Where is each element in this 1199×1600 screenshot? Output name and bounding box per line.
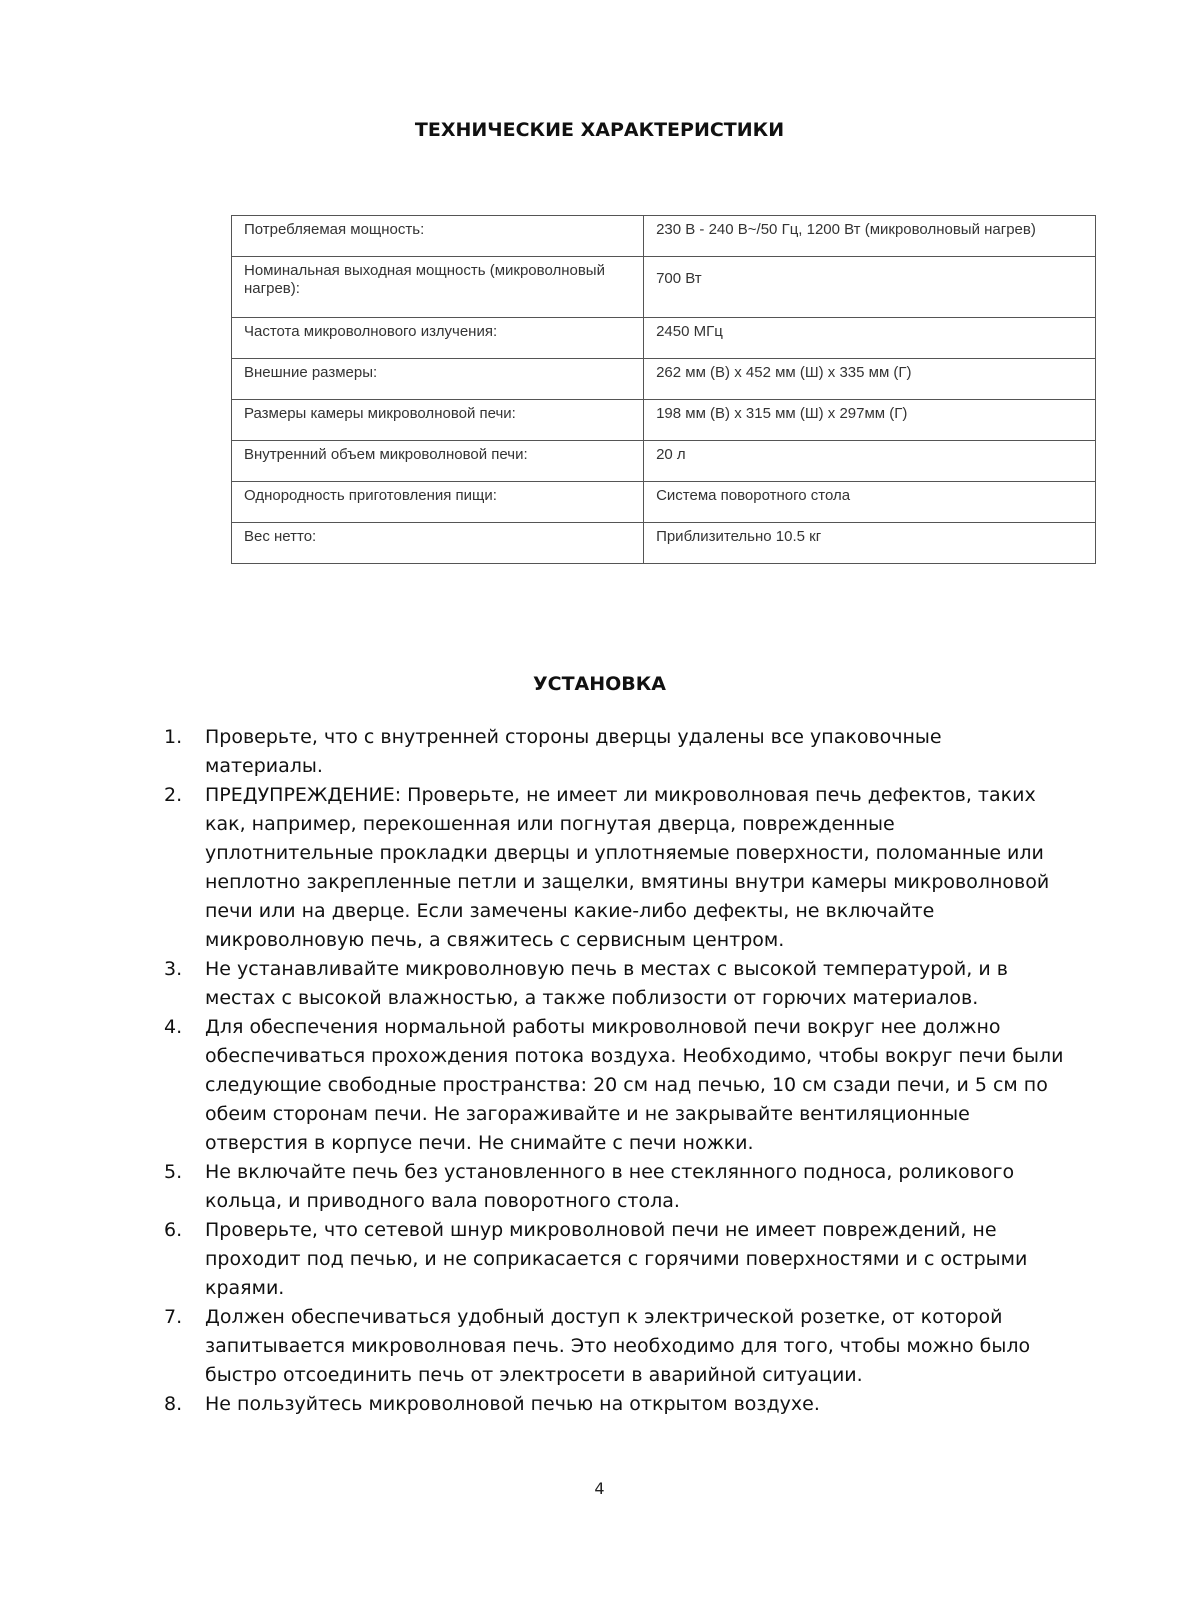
table-row [232,400,1096,441]
item-text: Не пользуйтесь микроволновой печью на открытом воздухе. [205,1393,820,1415]
item-number: 8. [164,1393,183,1415]
specs-title: ТЕХНИЧЕСКИЕ ХАРАКТЕРИСТИКИ [414,119,785,141]
spec-value: 230 В - 240 В~/50 Гц, 1200 Вт (микроволновый нагрев) [644,216,1096,257]
spec-value: 20 л [644,441,1096,482]
install-title: УСТАНОВКА [532,673,667,695]
item-text: Должен обеспечиваться удобный доступ к электрической розетке, от которой запитывается микроволновая печь. Это необходимо для того, чтобы можно было быстро отсоединить печь от электросети в аварийной ситуации. [205,1306,1031,1386]
list-item [164,1216,1064,1303]
item-text: Не устанавливайте микроволновую печь в местах с высокой температурой, и в местах с высокой влажностью, а также поблизости от горючих материалов. [205,958,1008,1009]
table-row [232,318,1096,359]
spec-label: Размеры камеры микроволновой печи: [232,400,644,441]
item-number: 6. [164,1219,183,1241]
item-text: Не включайте печь без установленного в нее стеклянного подноса, роликового кольца, и приводного вала поворотного стола. [205,1161,1015,1212]
table-row [232,523,1096,564]
install-list [164,723,1064,1419]
table-row [232,441,1096,482]
spec-label: Внешние размеры: [232,359,644,400]
table-row [232,359,1096,400]
spec-label: Однородность приготовления пищи: [232,482,644,523]
item-text: Проверьте, что с внутренней стороны дверцы удалены все упаковочные материалы. [205,726,942,777]
spec-label: Внутренний объем микроволновой печи: [232,441,644,482]
item-number: 5. [164,1161,183,1183]
spec-value: 2450 МГц [644,318,1096,359]
spec-label: Вес нетто: [232,523,644,564]
item-number: 7. [164,1306,183,1328]
specs-table [231,215,1096,564]
item-number: 1. [164,726,183,748]
page-number: 4 [594,1479,605,1498]
table-row [232,216,1096,257]
item-number: 4. [164,1016,183,1038]
spec-label: Потребляемая мощность: [232,216,644,257]
spec-value: 198 мм (В) х 315 мм (Ш) х 297мм (Г) [644,400,1096,441]
list-item [164,1158,1064,1216]
list-item [164,1013,1064,1158]
spec-value: Система поворотного стола [644,482,1096,523]
item-text: Для обеспечения нормальной работы микроволновой печи вокруг нее должно обеспечиваться прохождения потока воздуха. Необходимо, чтобы вокруг печи были следующие свободные пространства: 20 см над печью, 10 см сзади печи, и 5 см по обеим сторонам печи. Не загораживайте и не закрывайте вентиляционные отверстия в корпусе печи. Не снимайте с печи ножки. [205,1016,1064,1154]
list-item [164,1303,1064,1390]
item-number: 3. [164,958,183,980]
spec-value: Приблизительно 10.5 кг [644,523,1096,564]
spec-value: 262 мм (В) х 452 мм (Ш) х 335 мм (Г) [644,359,1096,400]
table-row [232,482,1096,523]
list-item [164,1390,1064,1419]
item-number: 2. [164,784,183,806]
list-item [164,781,1064,955]
spec-label: Номинальная выходная мощность (микроволновый нагрев): [232,257,644,318]
table-row [232,257,1096,318]
list-item [164,955,1064,1013]
item-text: ПРЕДУПРЕЖДЕНИЕ: Проверьте, не имеет ли микроволновая печь дефектов, таких как, например, перекошенная или погнутая дверца, поврежденные уплотнительные прокладки дверцы и уплотняемые поверхности, поломанные или неплотно закрепленные петли и защелки, вмятины внутри камеры микроволновой печи или на дверце. Если замечены какие-либо дефекты, не включайте микроволновую печь, а свяжитесь с сервисным центром. [205,784,1050,951]
spec-label: Частота микроволнового излучения: [232,318,644,359]
list-item [164,723,1064,781]
spec-value: 700 Вт [644,257,1096,318]
item-text: Проверьте, что сетевой шнур микроволновой печи не имеет повреждений, не проходит под печью, и не соприкасается с горячими поверхностями и с острыми краями. [205,1219,1028,1299]
